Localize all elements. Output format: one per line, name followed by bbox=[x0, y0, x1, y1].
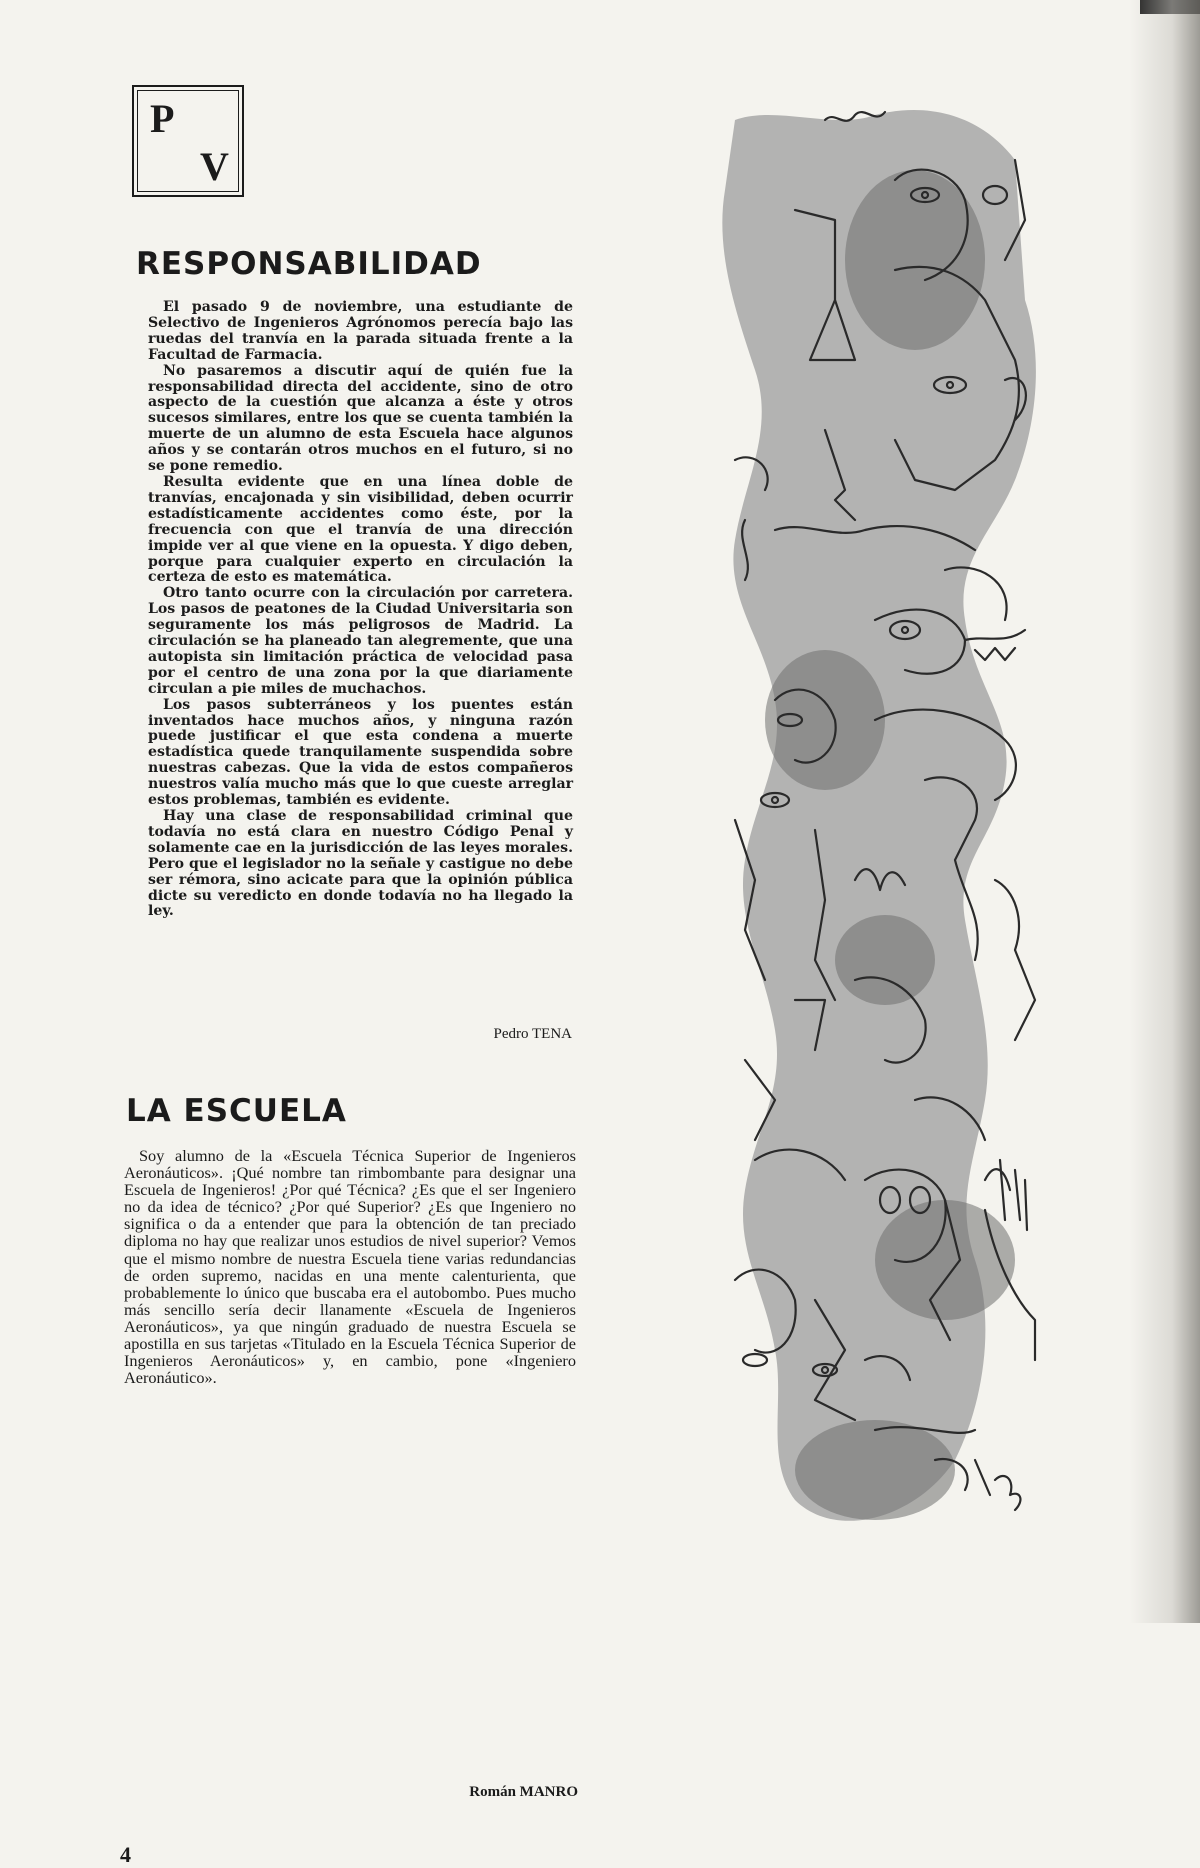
article-body-escuela bbox=[124, 1147, 576, 1386]
article-author-manro: Román MANRO bbox=[469, 1784, 578, 1800]
paragraph: Soy alumno de la «Escuela Técnica Superior de Ingenieros Aeronáuticos». ¡Qué nombre tan rimbombante para designar una Escuela de Ingenieros! ¿Por qué Técnica? ¿Es que el ser Ingeniero no da idea de técnico? ¿Por qué Superior? ¿Es que Ingeniero no significa o da a entender que para la obtención de tan preciado diploma no hay que realizar unos estudios de nivel superior? Vemos que el mismo nombre de nuestra Escuela tiene varias redundancias de orden supremo, nacidas en una mente calenturienta, que probablemente lo único que buscaba era el autobombo. Pues mucho más sencillo sería decir llanamente «Escuela de Ingenieros Aeronáuticos», ya que ningún graduado de nuestra Escuela se apostilla en sus tarjetas «Titulado en la Escuela Técnica Superior de Ingenieros Aeronáuticos» y, en cambio, pone «Ingeniero Aeronáutico». bbox=[124, 1146, 576, 1388]
section-logo bbox=[132, 85, 244, 197]
article-title-escuela: LA ESCUELA bbox=[126, 1093, 347, 1129]
article-author-tena: Pedro TENA bbox=[493, 1026, 572, 1042]
paragraph: No pasaremos a discutir aquí de quién fue la responsabilidad directa del accidente, sino de otro aspecto de la cuestión que alcanza a éste y otros sucesos similares, entre los que se cuenta también la muerte de un alumno de esta Escuela hace algunos años y se contarán otros muchos en el futuro, si no se pone remedio. bbox=[148, 362, 573, 475]
paragraph: Resulta evidente que en una línea doble de tranvías, encajonada y sin visibilidad, deben ocurrir estadísticamente accidentes como éste, por la frecuencia con que el tranvía de una dirección impide ver al que viene en la opuesta. Y digo deben, porque para cualquier experto en circulación la certeza de esto es matemática. bbox=[148, 473, 573, 586]
article-body-responsabilidad bbox=[148, 300, 573, 920]
faces-ink-drawing-icon bbox=[715, 100, 1080, 1570]
paragraph: Hay una clase de responsabilidad criminal que todavía no está clara en nuestro Código Penal y solamente cae en la jurisdicción de las leyes morales. Pero que el legislador no la señale y castigue no debe ser rémora, sino acicate para que la opinión pública dicte su veredicto en donde todavía no ha llegado la ley. bbox=[148, 808, 573, 920]
logo-letter-p: P bbox=[150, 96, 175, 141]
page-number: 4 bbox=[120, 1842, 131, 1867]
logo-letter-v: V bbox=[200, 144, 229, 189]
paragraph: Los pasos subterráneos y los puentes están inventados hace muchos años, y ninguna razón puede justificar el que esta condena a muerte estadística quede tranquilamente suspendida sobre nuestras cabezas. Que la vida de estos compañeros nuestros valía mucho más que lo que cueste arreglar estos problemas, también es evidente. bbox=[148, 696, 573, 809]
paragraph: El pasado 9 de noviembre, una estudiante de Selectivo de Ingenieros Agrónomos perecía bajo las ruedas del tranvía en la parada situada frente a la Facultad de Farmacia. bbox=[148, 299, 573, 363]
paragraph: Otro tanto ocurre con la circulación por carretera. Los pasos de peatones de la Ciudad Universitaria son seguramente los más peligrosos de Madrid. La circulación se ha planeado tan alegremente, que una autopista sin limitación práctica de velocidad pasa por el centro de una zona por la que diariamente circulan a pie miles de muchachos. bbox=[148, 585, 573, 697]
page-gutter-shade bbox=[1130, 0, 1200, 1623]
article-title-responsabilidad: RESPONSABILIDAD bbox=[136, 246, 482, 282]
